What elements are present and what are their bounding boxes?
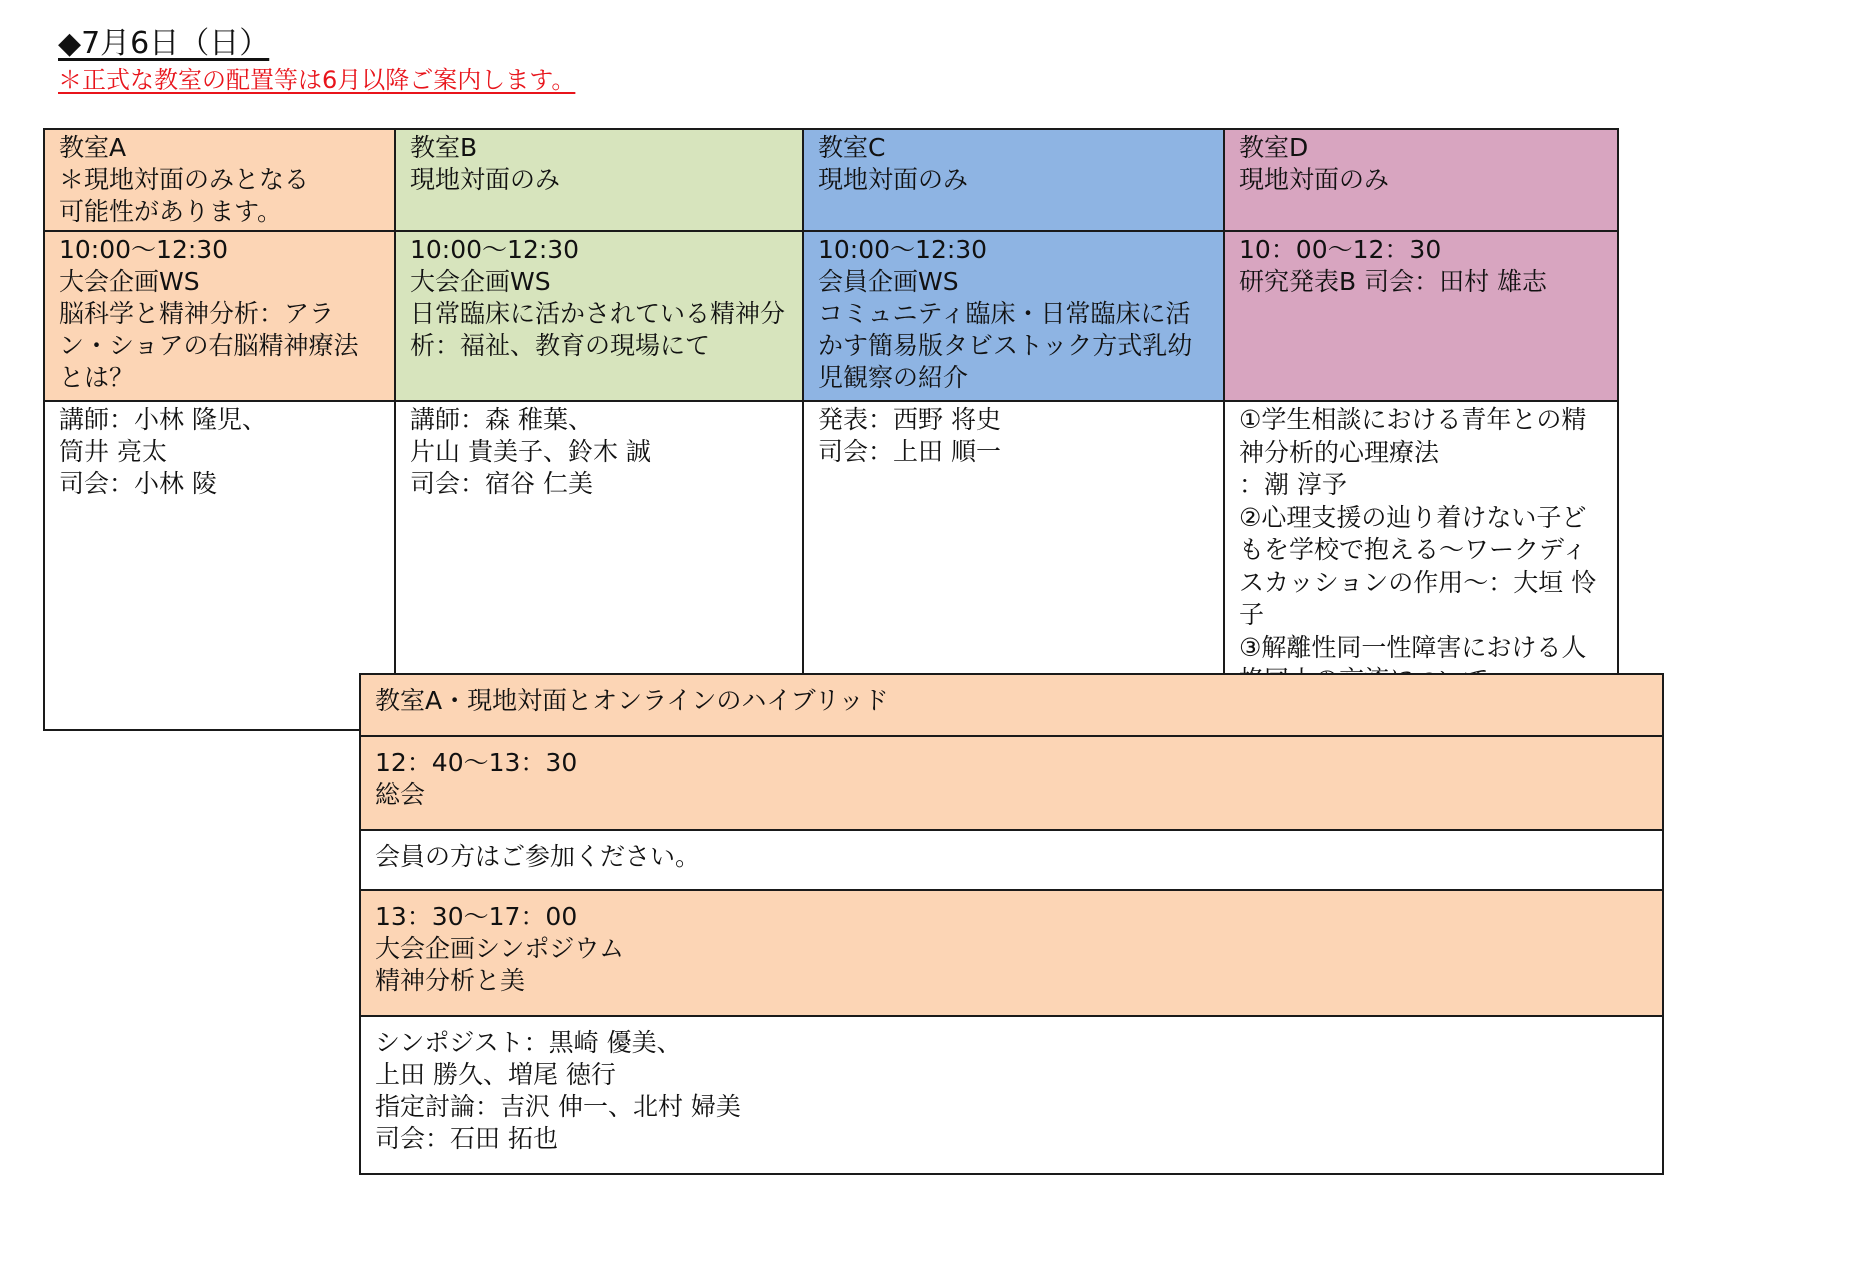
symposium-detail: シンポジスト：黒崎 優美、 上田 勝久、増尾 徳行 指定討論：吉沢 伸一、北村 婦美 司会：石田 拓也	[360, 1016, 1663, 1174]
room-a-session: 10:00～12:30 大会企画WS 脳科学と精神分析：アラン・ショアの右脳精神療法とは？	[44, 231, 395, 401]
room-a-detail: 講師：小林 隆児、 筒井 亮太 司会：小林 陵	[44, 401, 395, 730]
hybrid-header: 教室A・現地対面とオンラインのハイブリッド	[360, 674, 1663, 736]
hybrid-schedule-table	[359, 673, 1664, 1175]
members-note: 会員の方はご参加ください。	[360, 830, 1663, 890]
general-meeting-session: 12：40～13：30 総会	[360, 736, 1663, 830]
room-d-header: 教室D 現地対面のみ	[1224, 129, 1618, 231]
room-b-header: 教室B 現地対面のみ	[395, 129, 803, 231]
room-a-header: 教室A ＊現地対面のみとなる 可能性があります。	[44, 129, 395, 231]
room-c-header: 教室C 現地対面のみ	[803, 129, 1224, 231]
page-title: ◆7月6日（日）	[58, 26, 270, 61]
room-d-talks: ①学生相談における青年との精神分析的心理療法 ：潮 淳予 ②心理支援の辿り着けない子どもを学校で抱える～ワークディスカッションの作用～：大垣 怜子 ③解離性同一性障害における人	[1224, 401, 1618, 730]
room-schedule-table	[43, 128, 1619, 731]
notice-text: ＊正式な教室の配置等は6月以降ご案内します。	[58, 66, 576, 94]
room-c-session: 10:00～12:30 会員企画WS コミュニティ臨床・日常臨床に活かす簡易版タビストック方式乳幼児観察の紹介	[803, 231, 1224, 401]
room-c-detail: 発表：西野 将史 司会：上田 順一	[803, 401, 1224, 730]
room-d-session: 10：00～12：30 研究発表B 司会：田村 雄志	[1224, 231, 1618, 401]
room-b-detail: 講師：森 稚葉、 片山 貴美子、鈴木 誠 司会：宿谷 仁美	[395, 401, 803, 730]
room-b-session: 10:00～12:30 大会企画WS 日常臨床に活かされている精神分析：福祉、教育の現場にて	[395, 231, 803, 401]
symposium-session: 13：30～17：00 大会企画シンポジウム 精神分析と美	[360, 890, 1663, 1016]
